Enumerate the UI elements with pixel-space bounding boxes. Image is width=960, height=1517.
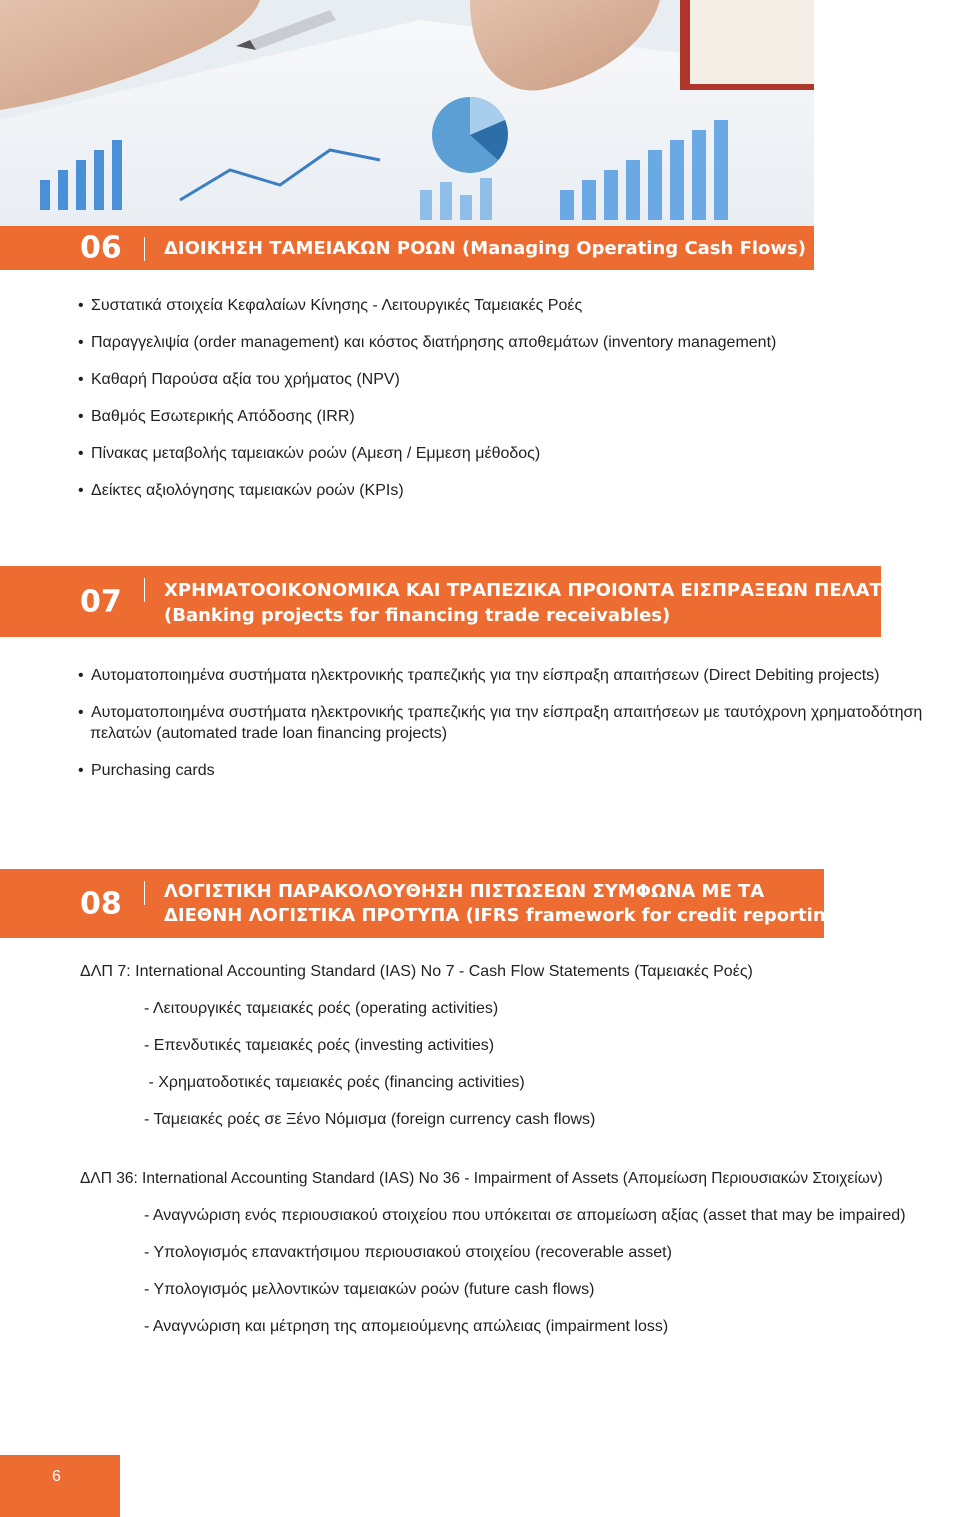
ias-7-item: - Λειτουργικές ταμειακές ροές (operating activities): [144, 1000, 499, 1017]
bullet: •: [78, 667, 84, 684]
list-item: [78, 666, 922, 685]
divider: [144, 578, 145, 602]
divider: [144, 881, 145, 905]
ias-36-item: - Αναγνώριση ενός περιουσιακού στοιχείου που υπόκειται σε απομείωση αξίας (asset that may be impaired): [144, 1207, 906, 1224]
page-number: 6: [52, 1468, 61, 1485]
list-item-text: Purchasing cards: [91, 762, 215, 779]
header-photo: [0, 0, 814, 226]
ias-7-item: - Ταμειακές ροές σε Ξένο Νόμισμα (foreign currency cash flows): [144, 1111, 596, 1128]
page-number-box: [0, 1455, 120, 1517]
list-item-text: Παραγγελιψία (order management) και κόστος διατήρησης αποθεμάτων (inventory management): [91, 334, 777, 351]
list-item-text: Αυτοματοποιημένα συστήματα ηλεκτρονικής τραπεζικής για την είσπραξη απαιτήσεων (Direct Debiting projects): [91, 667, 880, 684]
list-item-continuation: [78, 724, 922, 743]
section-07-list: [78, 666, 922, 780]
section-number: 08: [80, 886, 122, 921]
ias-36-heading: ΔΛΠ 36: International Accounting Standard (IAS) No 36 - Impairment of Assets (Απομείωση Περιουσιακών Στοιχείων): [80, 1170, 883, 1187]
section-07-header: [0, 566, 913, 637]
bullet: •: [78, 334, 84, 351]
list-item-text: Καθαρή Παρούσα αξία του χρήματος (NPV): [91, 371, 400, 388]
bullet: •: [78, 762, 84, 779]
bullet: •: [78, 704, 84, 721]
list-item: [78, 703, 922, 722]
ias-36-item: - Υπολογισμός μελλοντικών ταμειακών ροών (future cash flows): [144, 1281, 595, 1298]
list-item: [78, 481, 776, 500]
section-title: ΔΙΟΙΚΗΣΗ ΤΑΜΕΙΑΚΩΝ ΡΟΩΝ (Managing Operating Cash Flows): [164, 238, 806, 259]
ias-36-item: - Αναγνώριση και μέτρηση της απομειούμενης απώλειας (impairment loss): [144, 1318, 669, 1335]
section-title-line-1: ΧΡΗΜΑΤΟΟΙΚΟΝΟΜΙΚΑ ΚΑΙ ΤΡΑΠΕΖΙΚΑ ΠΡΟΙΟΝΤΑ ΕΙΣΠΡΑΞΕΩΝ ΠΕΛΑΤΩΝ: [164, 580, 913, 601]
ias-7-item: - Επενδυτικές ταμειακές ροές (investing activities): [144, 1037, 495, 1054]
section-title-line-2: (Banking projects for financing trade receivables): [164, 605, 671, 626]
bullet: •: [78, 445, 84, 462]
list-item: [78, 333, 776, 352]
list-item-text: Δείκτες αξιολόγησης ταμειακών ροών (KPIs): [91, 482, 404, 499]
ias-36-item: - Υπολογισμός επανακτήσιμου περιουσιακού στοιχείου (recoverable asset): [144, 1244, 672, 1261]
bullet: •: [78, 482, 84, 499]
list-item: [78, 444, 776, 463]
list-item: [78, 296, 776, 315]
bullet: •: [78, 297, 84, 314]
chart-photo-illustration: [0, 0, 814, 226]
ias-7-heading: ΔΛΠ 7: International Accounting Standard (IAS) No 7 - Cash Flow Statements (Ταμειακές Ροές): [80, 963, 753, 980]
section-number: 07: [80, 584, 122, 619]
list-item-text: Αυτοματοποιημένα συστήματα ηλεκτρονικής τραπεζικής για την είσπραξη απαιτήσεων με ταυτόχρονη χρηματοδότηση: [91, 704, 923, 721]
list-item: [78, 407, 776, 426]
section-08-header: [0, 869, 847, 938]
list-item-text: πελατών (automated trade loan financing projects): [90, 725, 448, 742]
section-06-header: [0, 226, 814, 270]
list-item-text: Πίνακας μεταβολής ταμειακών ροών (Αμεση / Εμμεση μέθοδος): [91, 445, 541, 462]
divider: [144, 237, 145, 261]
section-title-line-2: ΔΙΕΘΝΗ ΛΟΓΙΣΤΙΚΑ ΠΡΟΤΥΠΑ (IFRS framework for credit reporting): [164, 905, 847, 926]
list-item: [78, 761, 922, 780]
list-item: [78, 370, 776, 389]
bullet: •: [78, 408, 84, 425]
list-item-text: Βαθμός Εσωτερικής Απόδοσης (IRR): [91, 408, 355, 425]
section-number: 06: [80, 230, 122, 266]
section-title-line-1: ΛΟΓΙΣΤΙΚΗ ΠΑΡΑΚΟΛΟΥΘΗΣΗ ΠΙΣΤΩΣΕΩΝ ΣΥΜΦΩΝΑ ΜΕ ΤΑ: [164, 881, 765, 902]
list-item-text: Συστατικά στοιχεία Κεφαλαίων Κίνησης - Λειτουργικές Ταμειακές Ροές: [91, 297, 583, 314]
ias-7-item: - Χρηματοδοτικές ταμειακές ροές (financing activities): [144, 1074, 525, 1091]
section-06-list: [78, 296, 776, 500]
bullet: •: [78, 371, 84, 388]
